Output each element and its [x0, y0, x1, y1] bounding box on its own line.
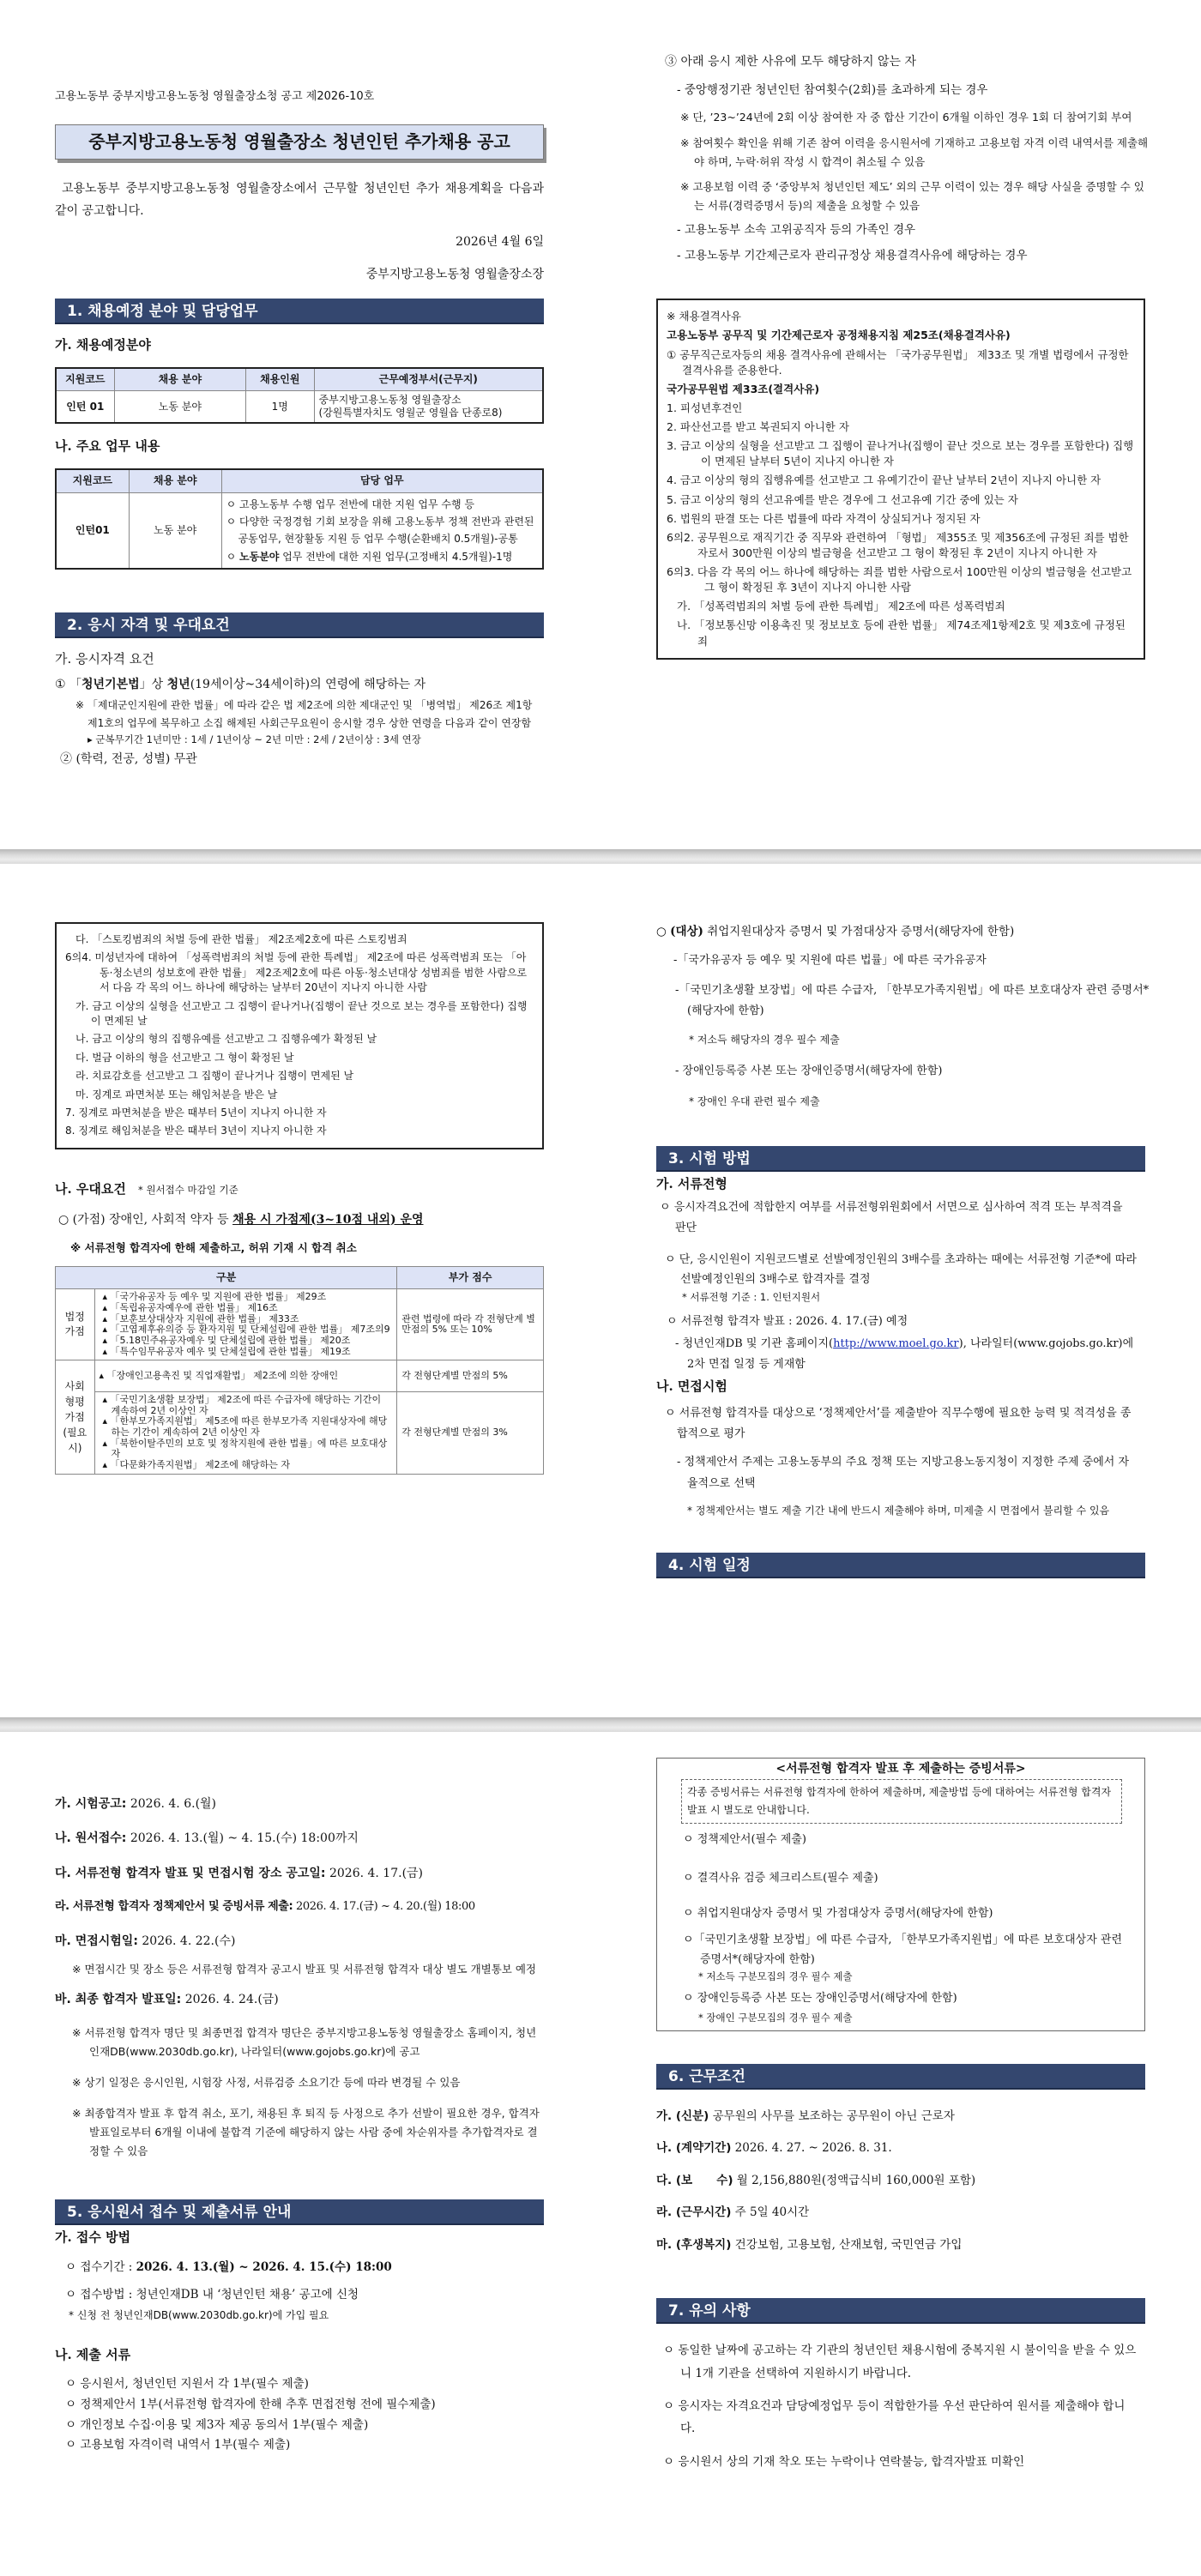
page-3-right-column: [656, 1732, 1150, 2473]
social-item: ▴ 「다문화가족지원법」 제2조에 해당하는 자: [102, 1458, 291, 1470]
rule-title: 고용노동부 공무직 및 기간제근로자 공정채용지침 제25조(채용결격사유): [667, 329, 1011, 342]
restriction-note: ※ 고용보험 이력 중 ‘중앙부처 청년인턴 제도’ 외의 근무 이력이 있는 경우 해당 사실을 증명할 수 있는 서류(경력증명서 등)의 제출을 요청할 수 있음: [680, 180, 1144, 213]
restriction-item: - 중앙행정기관 청년인턴 참여횟수(2회)를 초과하게 되는 경우: [677, 83, 988, 98]
table-row: [56, 1392, 544, 1474]
restriction-item: - 고용노동부 기간제근로자 관리규정상 채용결격사유에 해당하는 경우: [677, 248, 1028, 262]
page-separator: [0, 1717, 1201, 1732]
qualification-1: ① 「청년기본법」상 청년(19세이상~34세이하)의 연령에 해당하는 자: [55, 677, 426, 691]
section-5a-heading: 가. 접수 방법: [55, 2229, 131, 2246]
disq-subitem: 가. 금고 이상의 실형을 선고받고 그 집행이 끝나거나(집행이 끝난 것으로 보는 경우를 포함한다) 집행이 면제된 날: [75, 999, 528, 1027]
page-2-left-column: [55, 864, 544, 1475]
evidence-item: ㅇ 장애인등록증 사본 또는 장애인증명서(해당자에 한함): [683, 1992, 957, 2005]
schedule-note: ※ 상기 일정은 응시인원, 시험장 사정, 서류검증 소요기간 등에 따라 변경될 수 있음: [72, 2075, 461, 2089]
schedule-item: 가. 시험공고: 2026. 4. 6.(월): [55, 1797, 217, 1811]
table-row: [56, 1360, 544, 1392]
duties-table: [55, 468, 544, 570]
th-bonus: 부가 점수: [397, 1266, 544, 1288]
qualification-3: ③ 아래 응시 제한 사유에 모두 해당하지 않는 자: [665, 55, 917, 69]
screening-item: ㅇ 단, 응시인원이 지원코드별로 선발예정인원의 3배수를 초과하는 때에는 서류전형 기준*에 따라 선발예정인원의 3배수로 합격자를 결정: [665, 1252, 1137, 1287]
page-1-left-column: [55, 0, 544, 768]
required-doc: ㅇ 응시원서, 청년인턴 지원서 각 1부(필수 제출): [65, 2377, 309, 2392]
table-row: [56, 1289, 544, 1360]
cell-code: 인턴 01: [56, 391, 114, 424]
application-note: * 신청 전 청년인재DB(www.2030db.go.kr)에 가입 필요: [69, 2309, 329, 2322]
evidence-item: ㅇ 취업지원대상자 증명서 및 가점대상자 증명서(해당자에 한함): [683, 1906, 993, 1920]
caution-item: ㅇ 응시원서 상의 기재 착오 또는 누락이나 연락불능, 합격자발표 미확인: [663, 2454, 1025, 2469]
section-3b-heading: 나. 면접시험: [656, 1378, 727, 1395]
law-title: 국가공무원법 제33조(결격사유): [667, 382, 820, 395]
schedule-item: 다. 서류전형 합격자 발표 및 면접시험 장소 공고일: 2026. 4. 17.(금): [55, 1866, 424, 1880]
condition-item: 다. (보 수) 월 2,156,880원(정액급식비 160,000원 포함): [656, 2173, 976, 2187]
cell-legal-items: [94, 1289, 397, 1360]
social-item: ▴ 「북한이탈주민의 보호 및 정착지원에 관한 법률」에 따른 보호대상자: [102, 1437, 388, 1460]
disq-subitem: 가. 「성폭력범죄의 처벌 등에 관한 특례법」 제2조에 따른 성폭력범죄: [677, 600, 1005, 613]
section-2a-heading: 가. 응시자격 요건: [55, 651, 154, 667]
legal-item: ▴ 「국가유공자 등 예우 및 지원에 관한 법률」 제29조: [102, 1291, 327, 1303]
evidence-notice: 각종 증빙서류는 서류전형 합격자에 한하여 제출하며, 제출방법 등에 대하여는 서류전형 합격자 발표 시 별도로 안내합니다.: [681, 1779, 1122, 1824]
schedule-note: ※ 서류전형 합격자 명단 및 최종면접 합격자 명단은 중부지방고용노동청 영월출장소 홈페이지, 청년인재DB(www.2030db.go.kr), 나라일터(www.gojobs.go.kr)에 공고: [72, 2026, 537, 2059]
target-item: - 장애인등록증 사본 또는 장애인증명서(해당자에 한함): [675, 1064, 943, 1077]
issuer: 중부지방고용노동청 영월출장소장: [365, 267, 544, 281]
caution-item: ㅇ 응시자는 자격요건과 담당예정업무 등이 적합한가를 우선 판단하여 원서를 제출해야 합니다.: [663, 2398, 1126, 2436]
schedule-item: 라. 서류전형 합격자 정책제안서 및 증빙서류 제출: 2026. 4. 17.(금) ~ 4. 20.(월) 18:00: [55, 1899, 475, 1913]
qualification-1-extension: ▸ 군복무기간 1년미만 : 1세 / 1년이상 ~ 2년 미만 : 2세 / 2년이상 : 3세 연장: [88, 733, 421, 746]
intro-text: 고용노동부 중부지방고용노동청 영월출장소에서 근무할 청년인턴 추가 채용계획을 다음과 같이 공고합니다.: [55, 181, 544, 218]
disq-item: 2. 파산선고를 받고 복권되지 아니한 자: [667, 420, 849, 434]
section-1b-heading: 나. 주요 업무 내용: [55, 438, 160, 455]
screening-item: ㅇ 응시자격요건에 적합한지 여부를 서류전형위원회에서 서면으로 심사하여 적격 또는 부적격을 판단: [660, 1200, 1123, 1235]
evidence-note: * 저소득 구분모집의 경우 필수 제출: [698, 1970, 853, 1983]
cell-duties: [221, 492, 543, 569]
interview-item: - 정책제안서 주제는 고용노동부의 주요 정책 또는 지방고용노동지청이 지정한 주제 중에서 자율적으로 선택: [677, 1456, 1130, 1490]
cell-code: 인턴01: [56, 492, 129, 569]
table-row: [56, 492, 543, 569]
required-docs-list: [55, 2374, 544, 2456]
announcement-line: - 청년인재DB 및 기관 홈페이지(http://www.moel.go.kr), 나라일터(www.gojobs.go.kr)에 2차 면접 일정 등 게재함: [675, 1337, 1134, 1371]
duty-item: ㅇ 노동분야 업무 전반에 대한 지원 업무(고정배치 4.5개월)-1명: [226, 550, 513, 563]
th-count: 채용인원: [246, 368, 315, 391]
disq-subitem: 나. 「정보통신망 이용촉진 및 정보보호 등에 관한 법률」 제74조제1항제2호 및 제3호에 규정된 죄: [677, 618, 1126, 648]
section-2b-heading: 나. 우대요건 * 원서접수 마감일 기준: [55, 1180, 238, 1197]
duty-item: ㅇ 다양한 국정경험 기회 보장을 위해 고용노동부 정책 전반과 관련된 공동업무, 현장활동 지원 등 업무 수행(순환배치 0.5개월)-공통: [226, 515, 534, 546]
screening-item: ㅇ 서류전형 합격자 발표 : 2026. 4. 17.(금) 예정: [667, 1315, 908, 1329]
page-1: [0, 0, 1201, 849]
section-3-header: 3. 시험 방법: [656, 1146, 1145, 1172]
target-note: * 장애인 우대 관련 필수 제출: [689, 1095, 820, 1108]
disq-item: 5. 금고 이상의 형의 선고유예를 받은 경우에 그 선고유예 기간 중에 있는 자: [667, 492, 1018, 506]
page-3-left-column: [55, 1732, 544, 2456]
department-name: 중부지방고용노동청 영월출장소: [318, 394, 462, 407]
disq-subitem: 다. 벌금 이하의 형을 선고받고 그 형이 확정된 날: [75, 1051, 294, 1064]
cell-disabled-score: 각 전형단계별 만점의 5%: [397, 1360, 544, 1392]
required-doc: ㅇ 정책제안서 1부(서류전형 합격자에 한해 추후 면접전형 전에 필수제출): [65, 2398, 436, 2412]
section-1-header: 1. 채용예정 분야 및 담당업무: [55, 299, 544, 324]
restriction-note: ※ 단, ’23~’24년에 2회 이상 참여한 자 중 합산 기간이 6개월 이하인 경우 1회 더 참여기회 부여: [680, 110, 1132, 124]
cell-legal-score: 관련 법령에 따라 각 전형단계 별 만점의 5% 또는 10%: [397, 1289, 544, 1360]
evidence-item: ㅇ 정책제안서(필수 제출): [683, 1833, 806, 1847]
th-field: 채용 분야: [129, 469, 221, 492]
cell-count: 1명: [246, 391, 315, 424]
interview-note: * 정책제안서는 별도 제출 기간 내에 반드시 제출해야 하며, 미제출 시 면접에서 불리할 수 있음: [687, 1504, 1110, 1517]
screening-note: * 서류전형 기준 : 1. 인턴지원서: [682, 1290, 821, 1303]
condition-item: 나. (계약기간) 2026. 4. 27. ~ 2026. 8. 31.: [656, 2141, 892, 2156]
interview-item: ㅇ 서류전형 합격자를 대상으로 ‘정책제안서’를 제출받아 직무수행에 필요한 능력 및 적격성을 종합적으로 평가: [665, 1406, 1132, 1441]
qualification-2: ② (학력, 전공, 성별) 무관: [60, 751, 197, 766]
duty-bold: 노동분야: [239, 550, 280, 563]
cell-disabled-item: ▴ 「장애인고용촉진 및 직업재활법」 제2조에 의한 장애인: [94, 1360, 397, 1392]
duty-item: ㅇ 고용노동부 수행 업무 전반에 대한 지원 업무 수행 등: [226, 498, 474, 510]
cell-social-score: 각 전형단계별 만점의 3%: [397, 1392, 544, 1474]
evidence-box-title: <서류전형 합격자 발표 후 제출하는 증빙서류>: [776, 1762, 1026, 1776]
schedule-note: ※ 최종합격자 발표 후 합격 취소, 포기, 채용된 후 퇴직 등 사정으로 추가 선발이 필요한 경우, 합격자 발표일로부터 6개월 이내에 불합격 기준에 해당하지 않는 사람 중에 차순위자를 추가합격자로 결정할 수 있음: [72, 2106, 540, 2157]
department-address: (강원특별자치도 영월군 영월읍 단종로8): [318, 407, 503, 419]
th-code: 지원코드: [56, 368, 114, 391]
social-item: ▴ 「한부모가족지원법」 제5조에 따른 한부모가족 지원대상자에 해당하는 기간이 계속하여 2년 이상인 자: [102, 1415, 388, 1439]
cell-field: 노동 분야: [129, 492, 221, 569]
application-method: ㅇ 접수방법 : 청년인재DB 내 ‘청년인턴 채용’ 공고에 신청: [65, 2287, 359, 2302]
box-label: ※ 채용결격사유: [667, 310, 741, 323]
evidence-item: ㅇ「국민기초생활 보장법」에 따른 수급자, 「한부모가족지원법」에 따른 보호대상자 관련 증명서*(해당자에 한함): [683, 1933, 1123, 1966]
interview-schedule-note: ※ 면접시간 및 장소 등은 서류전형 합격자 공고시 발표 및 서류전형 합격자 대상 별도 개별통보 예정: [72, 1963, 537, 1976]
target-note: * 저소득 해당자의 경우 필수 제출: [689, 1034, 840, 1047]
legal-item: ▴ 「고엽제후유의증 등 환자지원 및 단체설립에 관한 법률」 제7조의9: [102, 1324, 390, 1336]
page-3: [0, 1732, 1201, 2575]
moel-link[interactable]: http://www.moel.go.kr: [833, 1337, 959, 1351]
target-line: ○ (대상) 취업지원대상자 증명서 및 가점대상자 증명서(해당자에 한함): [656, 925, 1015, 938]
rule-text: ① 공무직근로자등의 채용 결격사유에 관해서는 「국가공무원법」 제33조 및 개별 법령에서 규정한 결격사유를 준용한다.: [667, 347, 1129, 377]
legal-item: ▴ 「독립유공자예우에 관한 법률」 제16조: [102, 1301, 278, 1313]
disq-subitem: 라. 치료감호를 선고받고 그 집행이 끝나거나 집행이 면제된 날: [75, 1070, 354, 1083]
disq-item: 6의2. 공무원으로 재직기간 중 직무와 관련하여 「형법」 제355조 및 제356조에 규정된 죄를 범한 자로서 300만원 이상의 벌금형을 선고받고 그 형이 확정된 후 2년이 지나지 아니한 자: [667, 530, 1129, 559]
legal-item: ▴ 「5.18민주유공자예우 및 단체설립에 관한 법률」 제20조: [102, 1334, 351, 1346]
evidence-docs-box: [656, 1758, 1145, 2031]
condition-item: 라. (근무시간) 주 5일 40시간: [656, 2205, 810, 2220]
th-code: 지원코드: [56, 469, 129, 492]
disq-subitem: 다. 「스토킹범죄의 처벌 등에 관한 법률」 제2조제2호에 따른 스토킹범죄: [75, 933, 407, 945]
page-2: [0, 864, 1201, 1717]
social-item: ▴ 「국민기초생활 보장법」 제2조에 따른 수급자에 해당하는 기간이 계속하여 2년 이상인 자: [102, 1394, 382, 1416]
disq-item: 4. 금고 이상의 형의 집행유예를 선고받고 그 유예기간이 끝난 날부터 2년이 지나지 아니한 자: [667, 474, 1101, 487]
page-separator: [0, 849, 1201, 864]
schedule-item: 마. 면접시험일: 2026. 4. 22.(수): [55, 1934, 236, 1948]
section-5-header: 5. 응시원서 접수 및 제출서류 안내: [55, 2199, 544, 2225]
final-result-date: 바. 최종 합격자 발표일: 2026. 4. 24.(금): [55, 1992, 279, 2006]
cell-field: 노동 분야: [114, 391, 245, 424]
th-field: 채용 분야: [114, 368, 245, 391]
evidence-item: ㅇ 결격사유 검증 체크리스트(필수 제출): [683, 1872, 878, 1885]
disq-item: 6. 법원의 판결 또는 다른 법률에 따라 자격이 상실되거나 정지된 자: [667, 511, 981, 525]
section-3a-heading: 가. 서류전형: [656, 1175, 727, 1191]
disq-item: 3. 금고 이상의 실형을 선고받고 그 집행이 끝나거나(집행이 끝난 것으로 보는 경우를 포함한다) 집행이 면제된 날부터 5년이 지나지 아니한 자: [667, 439, 1134, 468]
cell-legal-label: 법정 가점: [56, 1289, 95, 1360]
section-2-header: 2. 응시 자격 및 우대요건: [55, 612, 544, 638]
page-title: 중부지방고용노동청 영월출장소 청년인턴 추가채용 공고: [55, 124, 544, 160]
required-doc: ㅇ 개인정보 수집·이용 및 제3자 제공 동의서 1부(필수 제출): [65, 2417, 369, 2432]
section-6-header: 6. 근무조건: [656, 2064, 1145, 2090]
bonus-points-table: [55, 1266, 544, 1475]
disqualification-box-continued: [55, 922, 544, 1149]
legal-item: ▴ 「보훈보상대상자 지원에 관한 법률」 제33조: [102, 1312, 299, 1324]
caution-item: ㅇ 동일한 날짜에 공고하는 각 기관의 청년인턴 채용시험에 중복지원 시 불이익을 받을 수 있으니 1개 기관을 선택하여 지원하시기 바랍니다.: [663, 2344, 1137, 2380]
recruitment-field-table: [55, 367, 544, 424]
notice-date: 2026년 4월 6일: [456, 234, 544, 249]
condition-item: 마. (후생복지) 건강보험, 고용보험, 산재보험, 국민연금 가입: [656, 2237, 963, 2252]
bonus-warning: ※ 서류전형 합격자에 한해 제출하고, 허위 기재 시 합격 취소: [70, 1240, 357, 1254]
schedule-item: 나. 원서접수: 2026. 4. 13.(월) ~ 4. 15.(수) 18:00까지: [55, 1831, 359, 1846]
cell-social-label: 사회 형평 가점 (필요시): [56, 1360, 95, 1474]
cell-social-items: [94, 1392, 397, 1474]
page-1-right-column: [656, 0, 1150, 660]
qualification-1-note: ※ 「제대군인지원에 관한 법률」에 따라 같은 법 제2조에 의한 제대군인 및 「병역법」 제26조 제1항 제1호의 업무에 복무하고 소집 해제된 사회근무요원이 응시할 경우 상한 연령을 다음과 같이 연장함: [75, 699, 533, 730]
disq-subitem: 나. 금고 이상의 형의 집행유예를 선고받고 그 집행유예가 확정된 날: [75, 1033, 377, 1046]
disq-subitem: 마. 징계로 파면처분 또는 해임처분을 받은 날: [75, 1088, 278, 1101]
th-duties: 담당 업무: [221, 469, 543, 492]
disq-item: 8. 징계로 해임처분을 받은 때부터 3년이 지나지 아니한 자: [65, 1125, 327, 1137]
cell-department: [314, 391, 543, 424]
section-4-header: 4. 시험 일정: [656, 1553, 1145, 1578]
notice-number: 고용노동부 중부지방고용노동청 영월출장소청 공고 제2026-10호: [55, 90, 375, 103]
table-row: [56, 391, 543, 424]
section-5b-heading: 나. 제출 서류: [55, 2346, 131, 2362]
disq-item: 6의3. 다음 각 목의 어느 하나에 해당하는 죄를 범한 사람으로서 100만원 이상의 벌금형을 선고받고 그 형이 확정된 후 3년이 지나지 아니한 사람: [667, 565, 1132, 594]
disq-item: 1. 피성년후견인: [667, 401, 743, 414]
section-7-header: 7. 유의 사항: [656, 2298, 1145, 2324]
application-period: ㅇ 접수기간 : 2026. 4. 13.(월) ~ 2026. 4. 15.(수) 18:00: [65, 2260, 392, 2275]
disq-item: 7. 징계로 파면처분을 받은 때부터 5년이 지나지 아니한 자: [65, 1106, 327, 1119]
required-doc: ㅇ 고용보험 자격이력 내역서 1부(필수 제출): [65, 2438, 291, 2452]
section-1a-heading: 가. 채용예정분야: [55, 337, 151, 353]
restriction-item: - 고용노동부 소속 고위공직자 등의 가족인 경우: [677, 223, 916, 238]
evidence-note: * 장애인 구분모집의 경우 필수 제출: [698, 2011, 853, 2024]
disq-item: 6의4. 미성년자에 대하여 「성폭력범죄의 처벌 등에 관한 특례법」 제2조에 따른 성폭력범죄 또는 「아동·청소년의 성보호에 관한 법률」 제2조제2호에 따른 아동·청소년대상 성범죄를 범한 사람으로서 다음 각 목의 어느 하나에 해당하는 날부터 20년이 지나지 아니한 사람: [65, 951, 528, 994]
legal-item: ▴ 「특수임무유공자 예우 및 단체설립에 관한 법률」 제19조: [102, 1345, 351, 1357]
disqualification-box: [656, 299, 1145, 659]
bonus-points-line: ○ (가점) 장애인, 사회적 약자 등 채용 시 가점제(3~10점 내외) 운영: [58, 1212, 424, 1227]
target-item: -「국민기초생활 보장법」에 따른 수급자, 「한부모가족지원법」에 따른 보호대상자 관련 증명서*(해당자에 한함): [675, 984, 1150, 1017]
th-department: 근무예정부서(근무지): [314, 368, 543, 391]
th-category: 구분: [56, 1266, 397, 1288]
target-item: -「국가유공자 등 예우 및 지원에 따른 법률」에 따른 국가유공자: [673, 953, 987, 967]
restriction-note: ※ 참여횟수 확인을 위해 기존 참여 이력을 응시원서에 기재하고 고용보험 자격 이력 내역서를 제출해야 하며, 누락·허위 작성 시 합격이 취소될 수 있음: [680, 136, 1149, 168]
page-2-right-column: [656, 864, 1150, 1578]
condition-item: 가. (신분) 공무원의 사무를 보조하는 공무원이 아닌 근로자: [656, 2108, 955, 2123]
